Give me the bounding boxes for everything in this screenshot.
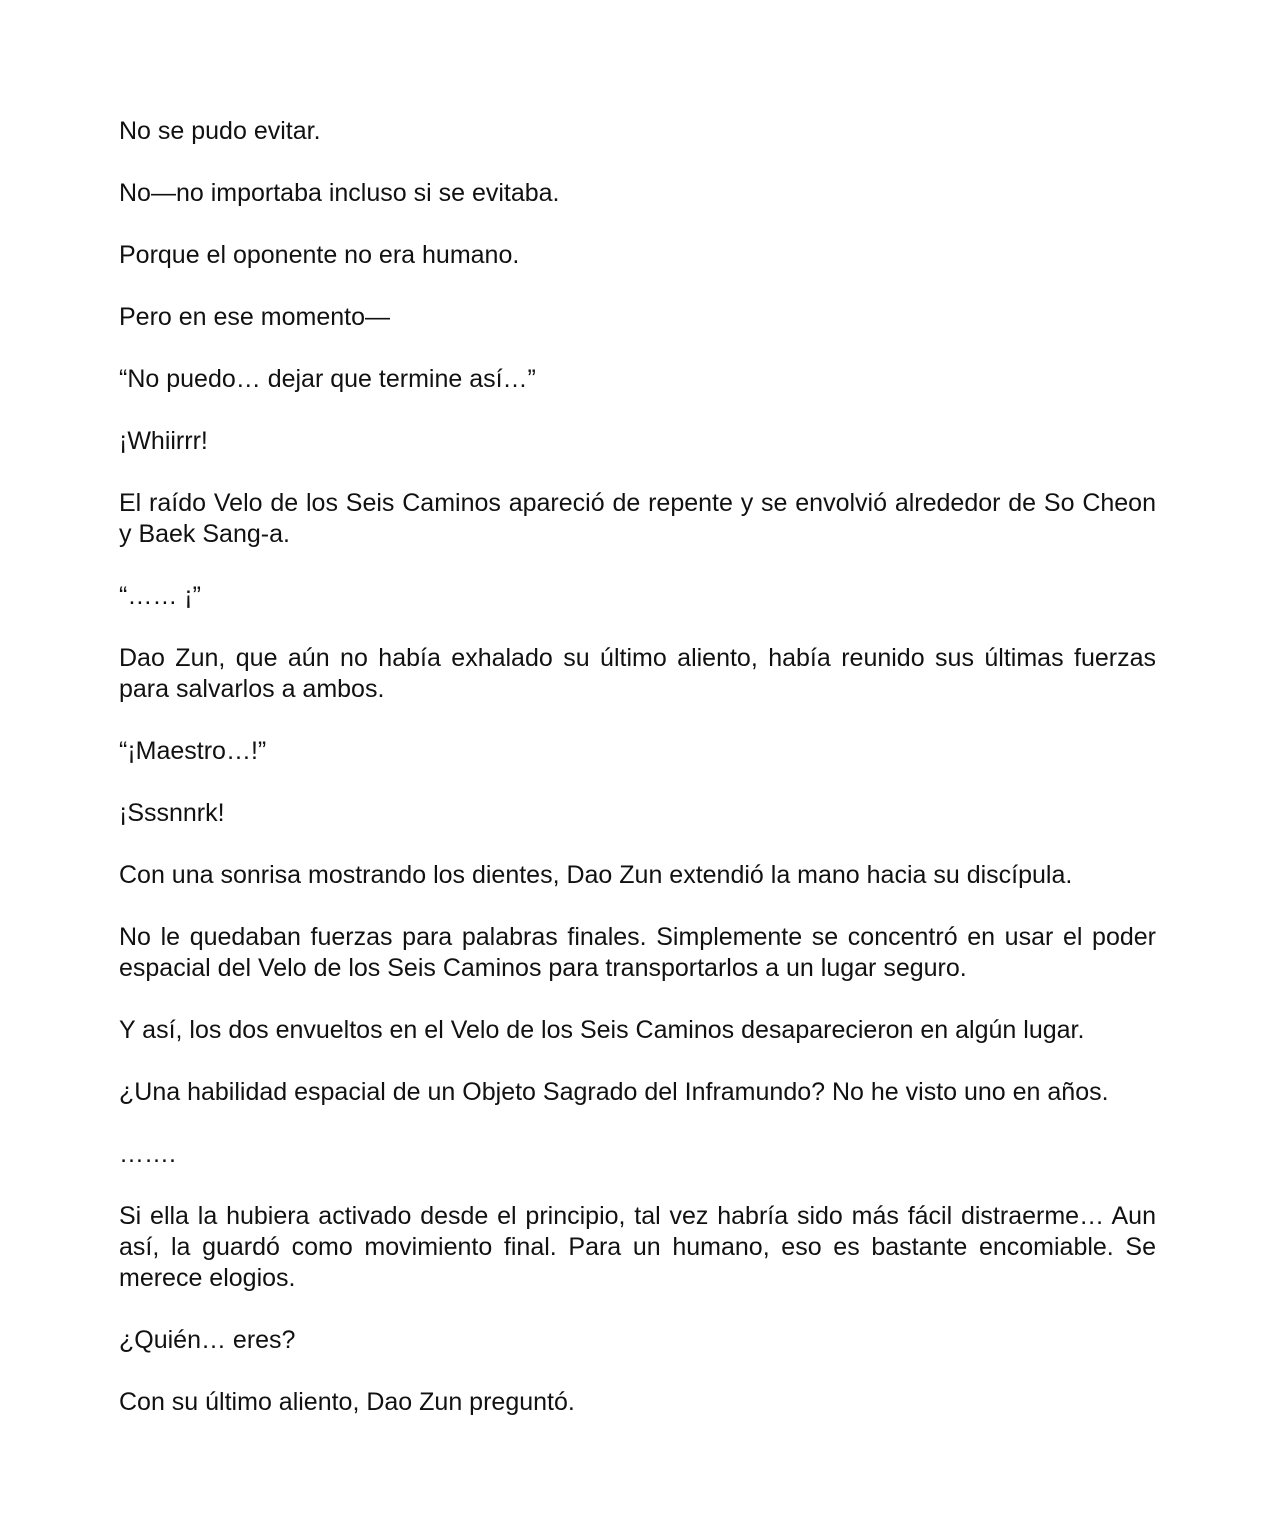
paragraph: “No puedo… dejar que termine así…” [119, 365, 536, 393]
paragraph: Dao Zun, que aún no había exhalado su último aliento, había reunido sus últimas fuerzas para salvarlos a ambos. [119, 644, 1156, 703]
paragraph: El raído Velo de los Seis Caminos apareció de repente y se envolvió alrededor de So Cheon y Baek Sang-a. [119, 489, 1156, 548]
paragraph: ¡Whiirrr! [119, 427, 208, 455]
paragraph: No se pudo evitar. [119, 117, 321, 145]
paragraph: Con una sonrisa mostrando los dientes, Dao Zun extendió la mano hacia su discípula. [119, 861, 1073, 889]
paragraph: No le quedaban fuerzas para palabras finales. Simplemente se concentró en usar el poder espacial del Velo de los Seis Caminos para transportarlos a un lugar seguro. [119, 923, 1156, 982]
paragraph: ¿Una habilidad espacial de un Objeto Sagrado del Inframundo? No he visto uno en años. [119, 1078, 1109, 1106]
paragraph: “…… ¡” [119, 582, 201, 610]
paragraph: ¿Quién… eres? [119, 1326, 296, 1354]
paragraph: Pero en ese momento— [119, 303, 390, 331]
paragraph: “¡Maestro…!” [119, 737, 267, 765]
paragraph: Si ella la hubiera activado desde el principio, tal vez habría sido más fácil distraerme… Aun así, la guardó como movimiento final. Para un humano, eso es bastante encomiable. Se merece elogios. [119, 1202, 1156, 1292]
paragraph: ……. [119, 1140, 176, 1168]
paragraph: Y así, los dos envueltos en el Velo de los Seis Caminos desaparecieron en algún lugar. [119, 1016, 1085, 1044]
paragraph: ¡Sssnnrk! [119, 799, 225, 827]
document-page [119, 116, 1156, 1418]
paragraph: No—no importaba incluso si se evitaba. [119, 179, 560, 207]
paragraph: Con su último aliento, Dao Zun preguntó. [119, 1388, 575, 1416]
paragraph: Porque el oponente no era humano. [119, 241, 520, 269]
